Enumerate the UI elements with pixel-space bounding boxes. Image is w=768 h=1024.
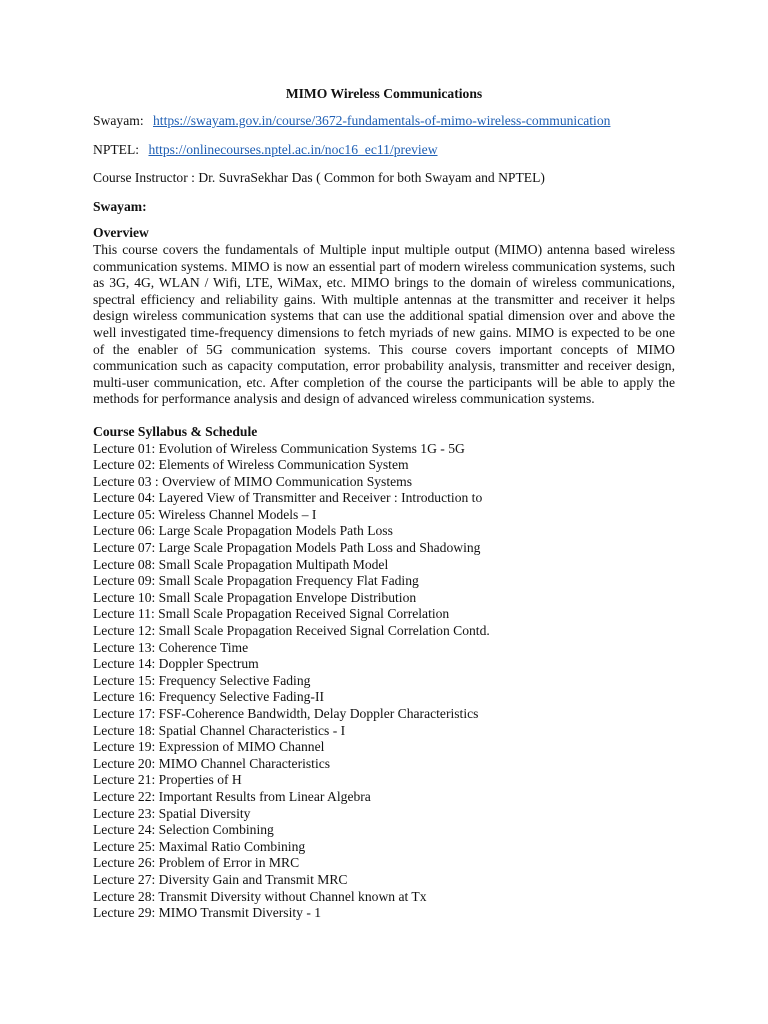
lecture-item: Lecture 06: Large Scale Propagation Models Path Loss — [93, 523, 393, 539]
course-instructor: Course Instructor : Dr. SuvraSekhar Das ( Common for both Swayam and NPTEL) — [93, 170, 545, 186]
lecture-item: Lecture 27: Diversity Gain and Transmit MRC — [93, 871, 348, 887]
lecture-item: Lecture 12: Small Scale Propagation Received Signal Correlation Contd. — [93, 623, 490, 639]
lecture-item: Lecture 18: Spatial Channel Characteristics - I — [93, 722, 346, 738]
nptel-link-label: NPTEL: — [93, 141, 140, 157]
swayam-course-link[interactable]: https://swayam.gov.in/course/3672-fundamentals-of-mimo-wireless-communication — [153, 113, 611, 128]
lecture-item: Lecture 09: Small Scale Propagation Frequency Flat Fading — [93, 573, 419, 589]
nptel-course-link[interactable]: https://onlinecourses.nptel.ac.in/noc16_ec11/preview — [148, 141, 438, 157]
lecture-item: Lecture 01: Evolution of Wireless Communication Systems 1G - 5G — [93, 440, 465, 456]
lecture-item: Lecture 28: Transmit Diversity without Channel known at Tx — [93, 888, 427, 904]
lecture-item: Lecture 19: Expression of MIMO Channel — [93, 739, 325, 755]
lecture-item: Lecture 05: Wireless Channel Models – I — [93, 506, 317, 522]
lecture-item: Lecture 17: FSF-Coherence Bandwidth, Delay Doppler Characteristics — [93, 706, 479, 721]
overview-paragraph: This course covers the fundamentals of Multiple input multiple output (MIMO) antenna based wireless communication systems. MIMO is now an essential part of modern wireless communication systems, such as 3G, 4G, WLAN / Wifi, LTE, WiMax, etc. MIMO brings to the domain of wireless communications, spectral efficiency and reliability gains. With multiple antennas at the transmitter and receiver it helps design wireless communication systems that can use the additional spatial dimension over and above the well investigated time-frequency dimensions to fetch myriads of new gains. MIMO is expected to be one of the enabler of 5G communication systems. This course covers important concepts of MIMO communication such as capacity computation, error probability analysis, transmitter and receiver design, multi-user communication, etc. After completion of the course the participants will be able to apply the methods for performance analysis and design of advanced wireless communication systems. — [93, 241, 675, 407]
lecture-item: Lecture 16: Frequency Selective Fading-II — [93, 689, 325, 705]
lecture-item: Lecture 04: Layered View of Transmitter and Receiver : Introduction to — [93, 490, 483, 506]
lecture-item: Lecture 23: Spatial Diversity — [93, 805, 251, 821]
swayam-link-label: Swayam: — [93, 113, 144, 128]
lecture-item: Lecture 20: MIMO Channel Characteristics — [93, 755, 331, 771]
syllabus-list — [93, 441, 675, 922]
document-page — [93, 86, 675, 922]
lecture-item: Lecture 25: Maximal Ratio Combining — [93, 838, 306, 854]
document-title: MIMO Wireless Communications — [285, 86, 483, 101]
lecture-item: Lecture 13: Coherence Time — [93, 639, 249, 655]
lecture-item: Lecture 26: Problem of Error in MRC — [93, 855, 300, 871]
lecture-item: Lecture 15: Frequency Selective Fading — [93, 672, 311, 688]
lecture-item: Lecture 11: Small Scale Propagation Received Signal Correlation — [93, 606, 450, 622]
lecture-item: Lecture 10: Small Scale Propagation Envelope Distribution — [93, 589, 417, 605]
lecture-item: Lecture 14: Doppler Spectrum — [93, 656, 259, 672]
lecture-item: Lecture 21: Properties of H — [93, 772, 242, 788]
lecture-item: Lecture 07: Large Scale Propagation Models Path Loss and Shadowing — [93, 540, 481, 556]
lecture-item: Lecture 24: Selection Combining — [93, 822, 274, 838]
syllabus-heading: Course Syllabus & Schedule — [93, 423, 258, 439]
lecture-item: Lecture 03 : Overview of MIMO Communication Systems — [93, 473, 413, 489]
nptel-link-row — [93, 142, 675, 159]
overview-heading: Overview — [93, 225, 149, 241]
swayam-link-row — [93, 113, 675, 130]
lecture-item: Lecture 02: Elements of Wireless Communication System — [93, 457, 409, 473]
lecture-item: Lecture 22: Important Results from Linear Algebra — [93, 788, 371, 804]
lecture-item: Lecture 29: MIMO Transmit Diversity - 1 — [93, 905, 322, 921]
swayam-heading: Swayam: — [93, 198, 147, 214]
lecture-item: Lecture 08: Small Scale Propagation Multipath Model — [93, 556, 389, 572]
